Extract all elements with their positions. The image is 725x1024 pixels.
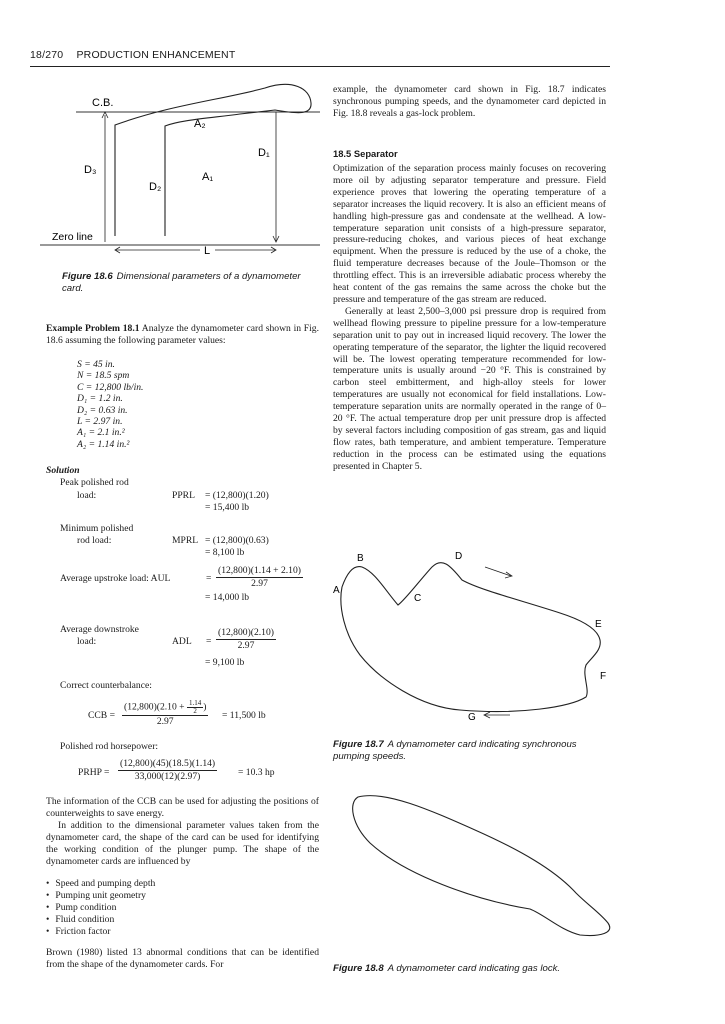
right-top-paragraph: example, the dynamometer card shown in Fig. 18.7 indicates synchronous pumping speeds, and the dynamometer card depicted in Fig. 18.8 reveals a gas-lock problem. (333, 84, 606, 119)
prhp-result: = 10.3 hp (238, 767, 275, 778)
running-head (30, 49, 235, 61)
bullet-item: • Fluid condition (46, 914, 319, 926)
figure-18-6-caption-label: Figure 18.6 (62, 271, 113, 282)
ccb-numerator (122, 700, 208, 716)
pprl-label-1: Peak polished rod (60, 477, 129, 488)
label-l: L (204, 245, 211, 257)
figure-18-6-diagram (30, 70, 325, 260)
bullet-item: • Pumping unit geometry (46, 890, 319, 902)
ccb-lhs: CCB = (88, 710, 116, 721)
figure-18-7-diagram (330, 545, 615, 735)
figure-18-7-caption (333, 739, 608, 763)
running-title: PRODUCTION ENHANCEMENT (76, 49, 236, 61)
example-heading: Example Problem 18.1 (46, 323, 140, 334)
point-b: B (357, 553, 364, 564)
aul-numerator: (12,800)(1.14 + 2.10) (218, 565, 301, 576)
separator-text (333, 163, 606, 473)
figure-18-6-caption (62, 271, 302, 295)
header-rule (30, 66, 610, 67)
mprl-symbol: MPRL (172, 535, 199, 546)
param-d2: D₂ = 0.63 in. (77, 404, 128, 416)
ccb-numerator-end: ) (203, 701, 207, 713)
influence-list (46, 878, 319, 938)
separator-paragraph-2: Generally at least 2,500–3,000 psi pressure drop is required from wellhead flowing pressure to pipeline pressure for a low-temperature separation unit to pay out in increased liquid recovery. The lower the operating temperature of the separator, the lighter the liquid recovered will be. The lowest operating temperature recommended for low-temperature units is usually around −20 °F. This is constrained by carbon steel embitterment, and high-alloy steels for lower temperatures are usually not economical for field installations. Low-temperature separation units are normally operated in the range of 0–20 °F. The actual temperature drop per unit pressure drop is affected by several factors including composition of gas stream, gas and liquid flow rates, bath temperature, and ambient temperature. Temperature reduction in the process can be estimated using the equations presented in Chapter 5. (333, 305, 606, 472)
example-intro-text: Analyze the dynamometer card shown in Fig. 18.6 assuming the following parameter values: (46, 323, 319, 346)
mprl-label-2: rod load: (77, 535, 112, 546)
figure-18-8-caption-text: A dynamometer card indicating gas lock. (387, 963, 561, 974)
point-g: G (468, 712, 476, 723)
bullet-item: • Pump condition (46, 902, 319, 914)
point-e: E (595, 619, 602, 630)
prhp-denominator: 33,000(12)(2.97) (134, 770, 201, 782)
pprl-line-2: = 15,400 lb (205, 502, 250, 513)
adl-equals: = (206, 636, 212, 647)
prhp-numerator: (12,800)(45)(18.5)(1.14) (120, 758, 216, 769)
aul-label: Average upstroke load: AUL (60, 573, 171, 584)
figure-18-7-caption-label: Figure 18.7 (333, 739, 384, 750)
figure-18-8-diagram (330, 785, 615, 955)
prhp-fraction (118, 758, 217, 782)
adl-symbol: ADL (172, 636, 192, 647)
left-bottom-text (46, 796, 319, 867)
prhp-lhs: PRHP = (78, 767, 110, 778)
adl-label-2: load: (77, 636, 97, 647)
label-cb: C.B. (92, 97, 114, 109)
aul-equals: = (206, 573, 212, 584)
aul-result: = 14,000 lb (205, 592, 250, 603)
param-a1: A₁ = 2.1 in.² (77, 427, 125, 439)
param-l: L = 2.97 in. (77, 416, 123, 428)
adl-label-1: Average downstroke (60, 624, 139, 635)
label-a1: A₁ (202, 171, 214, 183)
parameter-list (77, 359, 143, 450)
param-a2: A₂ = 1.14 in.² (77, 438, 130, 450)
ccb-inner-denominator: 2 (193, 707, 197, 715)
point-d: D (455, 551, 463, 562)
figure-18-6-caption-text: Dimensional parameters of a dynamometer card. (62, 271, 301, 294)
mprl-line-2: = 8,100 lb (205, 547, 245, 558)
point-c: C (414, 593, 422, 604)
label-d2: D₂ (149, 181, 162, 193)
point-a: A (333, 585, 340, 596)
page-number: 18/270 (30, 49, 64, 61)
direction-arrow-top (485, 567, 511, 576)
figure-18-8-caption (333, 963, 613, 975)
ccb-heading: Correct counterbalance: (60, 680, 152, 691)
separator-paragraph-1: Optimization of the separation process mainly focuses on recovering more oil by adjusting separator temperature and pressure. Field experience proves that lowering the operating temperature of a separator increases the liquid recovery. It is also an efficient means of handling high-pressure gas and condensate at the wellhead. A low-temperature separation unit consists of a high-pressure separator, pressure-reducing chokes, and various pieces of heat exchange equipment. When the pressure is reduced by the use of a choke, the fluid temperature decreases because of the Joule–Thomson or the throttling effect. This is an irreversible adiabatic process whereby the heat content of the gas remains the same across the choke but the pressure and temperature of the gas stream are reduced. (333, 163, 606, 305)
adl-numerator: (12,800)(2.10) (218, 627, 274, 638)
bullet-item: • Speed and pumping depth (46, 878, 319, 890)
ccb-fraction (122, 700, 208, 728)
pprl-symbol: PPRL (172, 490, 195, 501)
brown-paragraph: Brown (1980) listed 13 abnormal conditions that can be identified from the shape of the dynamometer cards. For (46, 947, 319, 970)
shape-paragraph: In addition to the dimensional parameter values taken from the dynamometer card, the shape of the card can be used for identifying the working condition of the plunger pump. The shape of the dynamometer cards are influenced by (46, 819, 319, 867)
gas-lock-card-outline (353, 796, 610, 936)
example-intro (46, 323, 319, 347)
prhp-heading: Polished rod horsepower: (60, 741, 159, 752)
label-d3: D₃ (84, 164, 97, 176)
ccb-denominator: 2.97 (156, 716, 174, 727)
param-d1: D₁ = 1.2 in. (77, 393, 123, 405)
adl-result: = 9,100 lb (205, 657, 245, 668)
param-s: S = 45 in. (77, 359, 115, 370)
aul-denominator: 2.97 (251, 577, 268, 589)
mprl-label-1: Minimum polished (60, 523, 134, 534)
aul-fraction (216, 565, 303, 589)
adl-denominator: 2.97 (237, 639, 255, 651)
label-d1: D₁ (258, 147, 270, 159)
adl-fraction (216, 627, 276, 651)
card-outline (115, 84, 311, 236)
ccb-result: = 11,500 lb (222, 710, 266, 721)
synchronous-card-outline (341, 563, 600, 712)
figure-18-8-caption-label: Figure 18.8 (333, 963, 384, 974)
point-f: F (600, 671, 607, 682)
param-n: N = 18.5 spm (77, 370, 130, 382)
param-c: C = 12,800 lb/in. (77, 381, 144, 393)
ccb-paragraph: The information of the CCB can be used for adjusting the positions of counterweights to save energy. (46, 796, 319, 819)
label-a2: A₂ (194, 118, 206, 130)
label-zero-line: Zero line (52, 231, 93, 243)
figure-18-7-caption-text: A dynamometer card indicating synchronous pumping speeds. (333, 739, 577, 762)
solution-label: Solution (46, 465, 80, 476)
bullet-item: • Friction factor (46, 926, 319, 938)
ccb-numerator-text: (12,800)(2.10 + (124, 701, 187, 713)
section-heading-separator: 18.5 Separator (333, 148, 398, 159)
pprl-label-2: load: (77, 490, 97, 501)
ccb-inner-numerator: 1.14 (188, 699, 202, 707)
pprl-line-1: = (12,800)(1.20) (205, 490, 269, 501)
mprl-line-1: = (12,800)(0.63) (205, 535, 269, 546)
